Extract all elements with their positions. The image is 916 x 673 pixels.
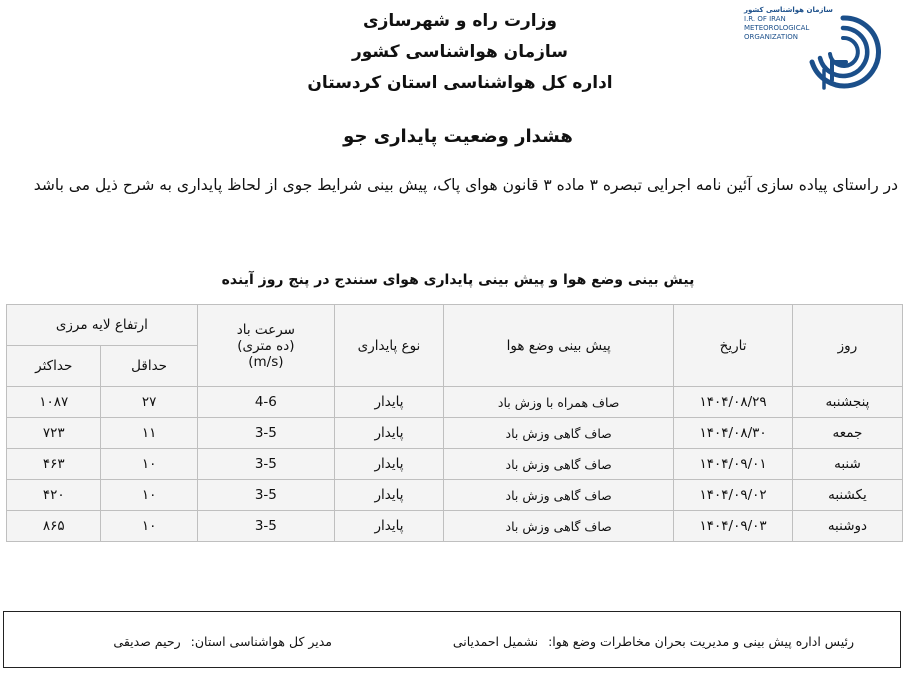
table-row xyxy=(7,480,903,511)
table-row xyxy=(7,387,903,418)
signature-director xyxy=(113,634,332,649)
header-day: روز xyxy=(792,305,902,387)
cell-min: ۱۰ xyxy=(101,511,197,542)
cell-weather: صاف گاهی وزش باد xyxy=(444,480,674,511)
logo-en-line2: METEOROLOGICAL xyxy=(744,24,810,32)
table-row xyxy=(7,449,903,480)
header-boundary-layer: ارتفاع لایه مرزی xyxy=(7,305,198,346)
cell-max: ۴۲۰ xyxy=(7,480,101,511)
header-wind-line3: (m/s) xyxy=(248,353,284,370)
forecast-head-name: نشمیل احمدیانی xyxy=(452,634,539,649)
signature-forecast-head xyxy=(453,634,854,649)
cell-wind: 4-6 xyxy=(197,387,334,418)
ministry-name: وزارت راه و شهرسازی xyxy=(362,11,557,31)
header-min: حداقل xyxy=(101,346,197,387)
cell-stability: پایدار xyxy=(334,418,443,449)
logo-fa-name: سازمان هواشناسی کشور xyxy=(744,6,833,14)
cell-day: دوشنبه xyxy=(792,511,902,542)
organization-name: سازمان هواشناسی کشور xyxy=(351,42,568,62)
header-weather: پیش بینی وضع هوا xyxy=(444,305,674,387)
forecast-head-label: رئیس اداره پیش بینی و مدیریت بحران مخاطرات وضع هوا: xyxy=(548,634,854,649)
signature-footer xyxy=(3,611,901,668)
cell-weather: صاف گاهی وزش باد xyxy=(444,418,674,449)
cell-wind: 3-5 xyxy=(197,418,334,449)
cell-min: ۱۰ xyxy=(101,480,197,511)
office-name: اداره کل هواشناسی استان کردستان xyxy=(307,73,613,93)
cell-date: ۱۴۰۴/۰۸/۲۹ xyxy=(674,387,793,418)
header-wind-line2: (ده متری) xyxy=(237,337,295,354)
header-max: حداکثر xyxy=(7,346,101,387)
cell-max: ۷۲۳ xyxy=(7,418,101,449)
cell-weather: صاف گاهی وزش باد xyxy=(444,449,674,480)
logo-en-line3: ORGANIZATION xyxy=(744,33,799,41)
header-date: تاریخ xyxy=(674,305,793,387)
header-wind-speed xyxy=(197,305,334,387)
header-stability: نوع پایداری xyxy=(334,305,443,387)
cell-date: ۱۴۰۴/۰۹/۰۲ xyxy=(674,480,793,511)
cell-wind: 3-5 xyxy=(197,449,334,480)
table-row xyxy=(7,511,903,542)
cell-stability: پایدار xyxy=(334,511,443,542)
cell-date: ۱۴۰۴/۰۹/۰۱ xyxy=(674,449,793,480)
organization-logo xyxy=(740,0,890,112)
cell-day: یکشنبه xyxy=(792,480,902,511)
cell-day: شنبه xyxy=(792,449,902,480)
header-wind-line1: سرعت باد xyxy=(236,321,295,338)
director-label: مدیر کل هواشناسی استان: xyxy=(190,634,332,649)
cell-weather: صاف گاهی وزش باد xyxy=(444,511,674,542)
cell-wind: 3-5 xyxy=(197,480,334,511)
cell-day: پنجشنبه xyxy=(792,387,902,418)
cell-max: ۱۰۸۷ xyxy=(7,387,101,418)
cell-date: ۱۴۰۴/۰۸/۳۰ xyxy=(674,418,793,449)
cell-stability: پایدار xyxy=(334,480,443,511)
page-title: هشدار وضعیت پایداری جو xyxy=(343,126,573,147)
cell-min: ۱۱ xyxy=(101,418,197,449)
cell-stability: پایدار xyxy=(334,387,443,418)
cell-max: ۸۶۵ xyxy=(7,511,101,542)
logo-en-line1: I.R. OF IRAN xyxy=(744,15,786,23)
cell-stability: پایدار xyxy=(334,449,443,480)
table-row xyxy=(7,418,903,449)
table-caption: پیش بینی وضع هوا و پیش بینی پایداری هوای سنندج در پنج روز آینده xyxy=(221,272,695,288)
forecast-table xyxy=(6,304,903,542)
header xyxy=(200,6,720,99)
cell-weather: صاف همراه با وزش باد xyxy=(444,387,674,418)
intro-text: در راستای پیاده سازی آئین نامه اجرایی تبصره ۳ ماده ۳ قانون هوای پاک، پیش بینی شرایط جوی از لحاظ پایداری به شرح ذیل می باشد xyxy=(33,176,898,194)
cell-day: جمعه xyxy=(792,418,902,449)
cell-min: ۱۰ xyxy=(101,449,197,480)
director-name: رحیم صدیقی xyxy=(113,634,181,649)
table-header-row xyxy=(7,305,903,346)
cell-date: ۱۴۰۴/۰۹/۰۳ xyxy=(674,511,793,542)
meteorological-logo-icon xyxy=(804,10,882,102)
cell-max: ۴۶۳ xyxy=(7,449,101,480)
cell-wind: 3-5 xyxy=(197,511,334,542)
cell-min: ۲۷ xyxy=(101,387,197,418)
